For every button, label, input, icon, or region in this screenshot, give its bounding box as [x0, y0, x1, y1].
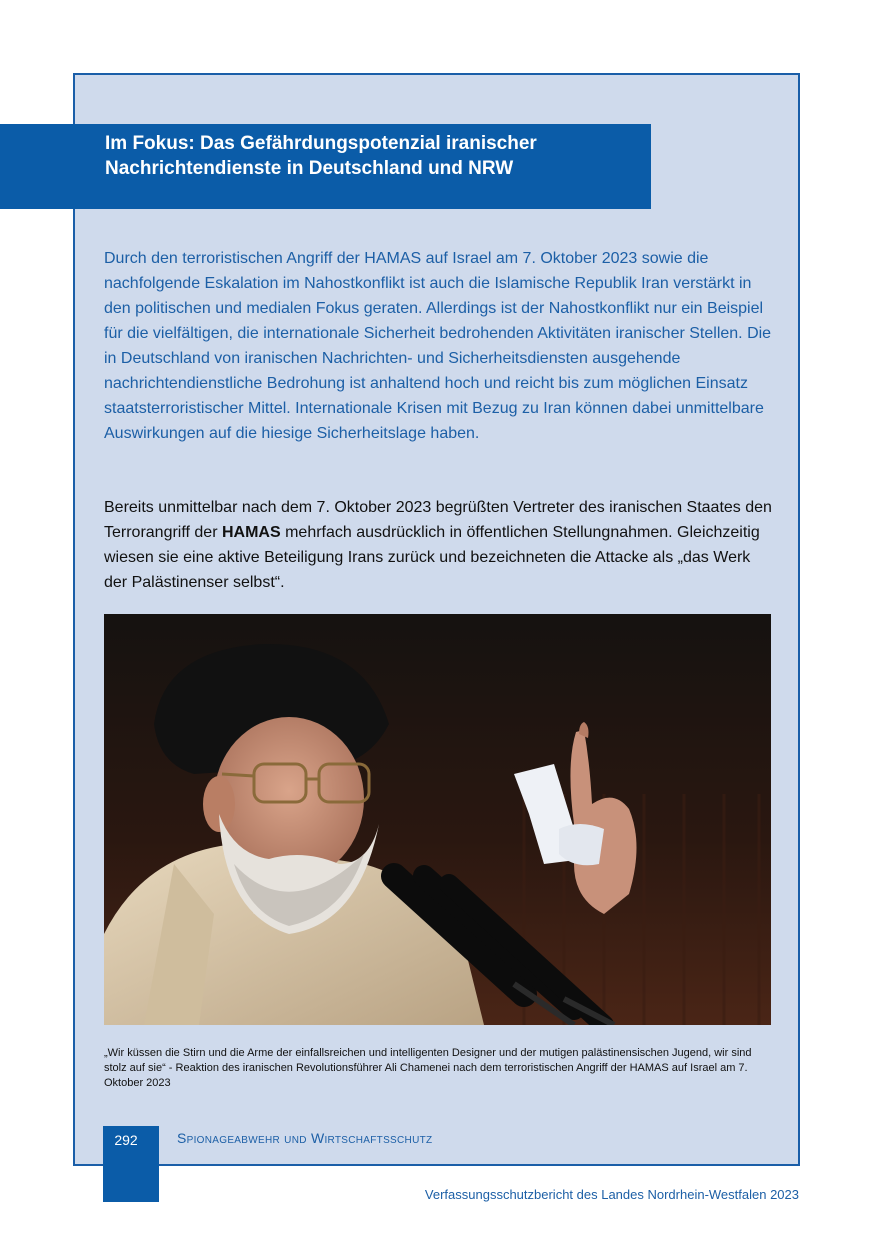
body-text-bold: HAMAS — [221, 524, 281, 541]
heading-banner — [0, 124, 651, 209]
speaker-photo — [104, 614, 771, 1025]
footer-text: Verfassungsschutzbericht des Landes Nordrhein-Westfalen 2023 — [424, 1187, 799, 1202]
page-number: 292 — [114, 1132, 138, 1148]
page-title-line1: Im Fokus: Das Gefährdungspotenzial iranischer — [105, 133, 537, 154]
intro-paragraph: Durch den terroristischen Angriff der HAMAS auf Israel am 7. Oktober 2023 sowie die nachfolgende Eskalation im Nahostkonflikt ist auch die Islamische Republik Iran verstärkt in den politischen und medialen Fokus geraten. Allerdings ist der Nahostkonflikt nur ein Beispiel für die vielfältigen, die internationale Sicherheit bedrohenden Aktivitäten iranischer Stellen. Die in Deutschland von iranischen Nachrichten- und Sicherheitsdiensten ausgehende nachrichtendienstliche Bedrohung ist anhaltend hoch und reicht bis zum möglichen Einsatz staatsterroristischer Mittel. Internationale Krisen mit Bezug zu Iran können dabei unmittelbare Auswirkungen auf die hiesige Sicherheitslage haben. — [104, 250, 772, 442]
page-title-line2: Nachrichtendienste in Deutschland und NRW — [105, 158, 514, 179]
page-title — [105, 131, 645, 181]
photo-caption: „Wir küssen die Stirn und die Arme der einfallsreichen und intelligenten Designer und der mutigen palästinensischen Jugend, wir sind stolz auf sie“ - Reaktion des iranischen Revolutionsführer Ali Chamenei nach dem terroristischen Angriff der HAMAS auf Israel am 7. Oktober 2023 — [104, 1047, 752, 1089]
body-text-after: mehrfach ausdrücklich in öffentlichen Stellungnahmen. Gleichzeitig wiesen sie eine aktive Beteiligung Irans zurück und bezeichneten die Attacke als „das Werk der Palästinenser selbst“. — [104, 524, 760, 591]
page-number-block — [103, 1126, 159, 1202]
body-text-before: Bereits unmittelbar nach dem 7. Oktober 2023 begrüßten Vertreter des iranischen Staates den Terrorangriff der — [104, 499, 772, 541]
body-paragraph — [104, 495, 772, 595]
section-title: Spionageabwehr und Wirtschaftsschutz — [177, 1130, 433, 1146]
